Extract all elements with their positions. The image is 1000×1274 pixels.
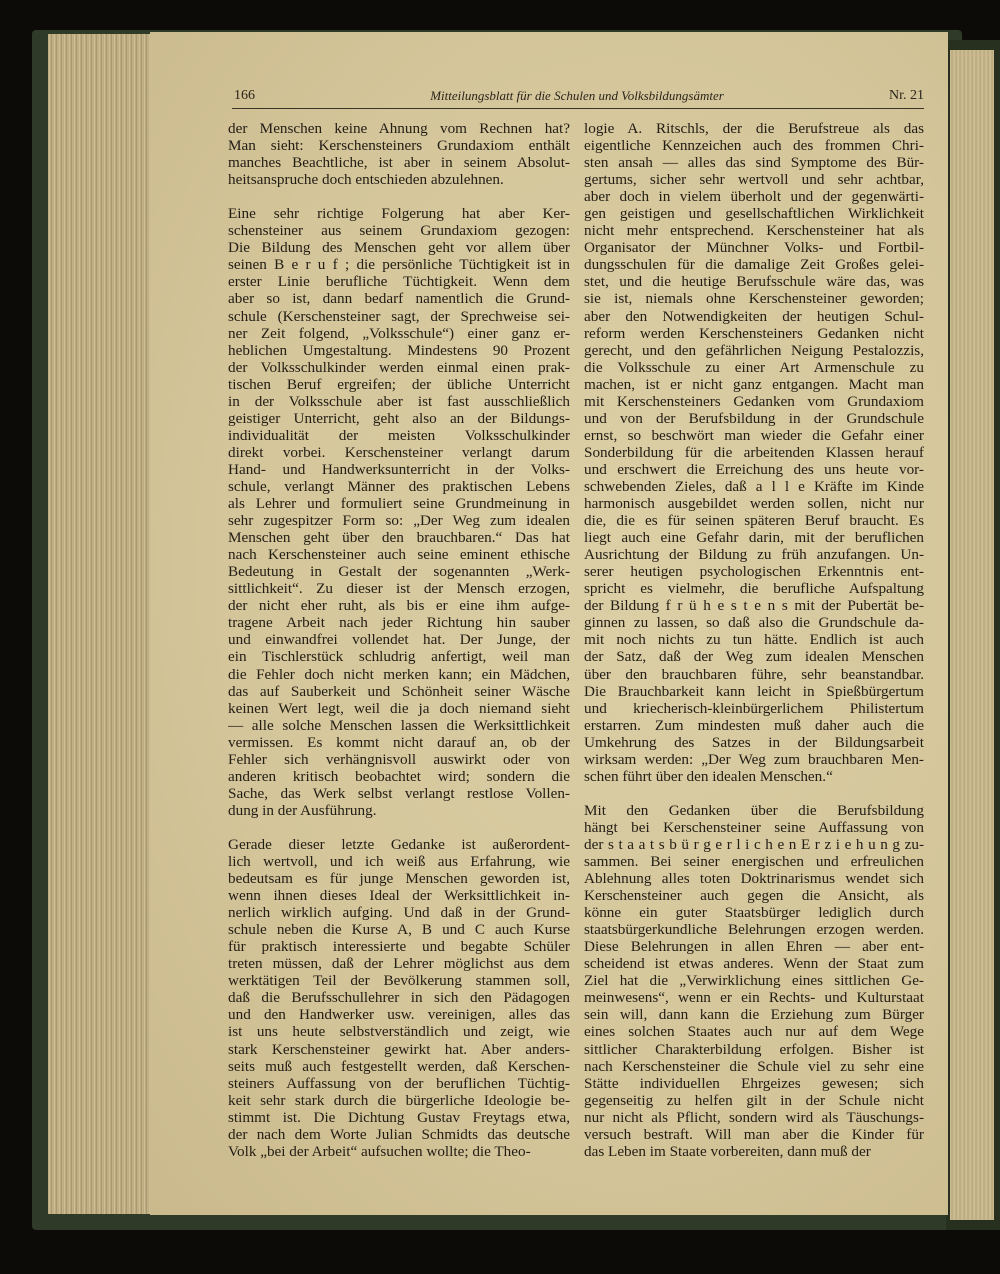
text-line: Umkehrung des Satzes in der Bildungsarbeit — [584, 733, 924, 751]
text-line: harmonisch ausgebildet werden sollen, nicht nur — [584, 495, 924, 513]
text-line: könne ein guter Staatsbürger lediglich durch — [584, 904, 924, 922]
text-line: aber doch in vielem überholt und der gegenwärti- — [584, 188, 924, 206]
text-line: logie A. Ritschls, der die Berufstreue als das — [584, 120, 924, 137]
text-line: sittlichkeit“. Zu dieser ist der Mensch erzogen, — [228, 580, 570, 598]
text-line: das Leben im Staate vorbereiten, dann muß der — [584, 1142, 871, 1160]
text-line: liegt auch eine Gefahr darin, mit der beruflichen — [584, 529, 924, 547]
text-line: Man sieht: Kerschensteiners Grundaxiom enthält — [228, 137, 570, 155]
text-line: und den Handwerker usw. vereinigen, alles das — [228, 1006, 570, 1024]
text-line: gegenseitig zu helfen gilt in der Schule nicht — [584, 1091, 924, 1109]
issue-number: Nr. 21 — [889, 88, 924, 103]
text-line: der nach dem Worte Julian Schmidts das deutsche — [228, 1125, 570, 1143]
text-line: Organisator der Münchner Volks- und Fortbil- — [584, 239, 924, 257]
text-line: und kriecherisch-kleinbürgerlichem Philistertum — [584, 699, 924, 717]
text-line: aber den Notwendigkeiten der heutigen Schul- — [584, 307, 924, 325]
text-line: Diese Belehrungen in allen Ehren — aber ent- — [584, 938, 924, 956]
paragraph-gap — [228, 819, 570, 836]
text-line: der nicht eher ruht, als bis er eine ihm aufge- — [228, 597, 570, 615]
paragraph-gap — [584, 785, 924, 802]
text-line: Ziel hat die „Verwirklichung eines sittlichen Ge- — [584, 972, 924, 990]
text-line: versuch bestraft. Will man aber die Kinder für — [584, 1125, 924, 1143]
text-line: Ablehnung alles toten Doktrinarismus wendet sich — [584, 870, 924, 888]
text-line: werktätigen Teil der Bevölkerung stammen soll, — [228, 972, 570, 990]
text-line: die Fehler doch nicht merken kann; ein Mädchen, — [228, 665, 570, 683]
text-line: manches Beachtliche, ist aber in seinem Absolut- — [228, 154, 570, 172]
text-line: — alle solche Menschen lassen die Werksittlichkeit — [228, 716, 570, 734]
text-line: sittlicher Charakterbildung erfolgen. Bisher ist — [584, 1040, 924, 1058]
text-line: nur nicht als Pflicht, sondern wird als Täuschungs- — [584, 1108, 924, 1126]
text-line: ernst, so beschwört man wieder die Gefahr einer — [584, 426, 924, 444]
text-line: meinwesens“, wenn er ein Rechts- und Kulturstaat — [584, 989, 924, 1007]
text-line: individualität der meisten Volksschulkinder — [228, 426, 570, 444]
text-line: gerecht, und den gefährlichen Neigung Pestalozzis, — [584, 341, 924, 359]
text-line: bedeutsam es für junge Menschen geworden ist, — [228, 870, 570, 888]
text-line: und einwandfrei vollendet hat. Der Junge, der — [228, 631, 570, 649]
text-line: serer heutigen psychologischen Erkenntnis ent- — [584, 563, 924, 581]
text-line: nach Kerschensteiner auch seine eminent ethische — [228, 546, 570, 564]
text-line: ein Tischlerstück schludrig anfertigt, weil man — [228, 648, 570, 666]
text-line: erster Linie berufliche Tüchtigkeit. Wenn dem — [228, 273, 570, 291]
text-line: für praktisch interessierte und begabte Schüler — [228, 938, 570, 956]
running-title: Mitteilungsblatt für die Schulen und Volksbildungsämter — [430, 88, 724, 103]
text-line: geistiger Unterricht, geht also an der Bildungs- — [228, 409, 570, 427]
text-line: hängt bei Kerschensteiner seine Auffassung von — [584, 818, 924, 836]
text-line: erstarren. Zum mindesten muß daher auch die — [584, 716, 924, 734]
text-line: aber so ist, dann bedarf namentlich die Grund- — [228, 290, 570, 308]
text-line: nerlich wirklich aufging. Und daß in der Grund- — [228, 904, 570, 922]
text-line: stark Kerschensteiner gewirkt hat. Aber anders- — [228, 1040, 570, 1058]
text-line: schule (Kerschensteiner sagt, der Sprechweise sei- — [228, 307, 570, 325]
text-line: der Volksschulkinder werden einmal einen prak- — [228, 358, 570, 376]
text-line: treten müssen, daß der Lehrer möglichst aus dem — [228, 955, 570, 973]
text-line: machen, ist er nicht ganz entgangen. Macht man — [584, 375, 924, 393]
text-line: dungsschulen für die damalige Zeit Großes gelei- — [584, 256, 924, 274]
text-line: seits muß auch festgestellt werden, daß Kerschen- — [228, 1057, 570, 1075]
text-line: eines solchen Staates auch nur auf dem Wege — [584, 1023, 924, 1041]
text-line: staatsbürgerkundliche Belehrungen erzogen werden. — [584, 921, 924, 939]
text-line: Bedeutung in Gestalt der sogenannten „Werk- — [228, 563, 570, 581]
text-line: tragene Arbeit nach jeder Richtung hin sauber — [228, 614, 570, 632]
text-line: sammen. Bei seiner energischen und erfreulichen — [584, 853, 924, 871]
text-line: reform werden Kerschensteiners Gedanken nicht — [584, 324, 924, 342]
text-line: als Lehrer und formuliert seine Grundmeinung in — [228, 495, 570, 513]
right-text-column — [584, 120, 924, 1160]
text-line: in der Volksschule aber ist fast ausschließlich — [228, 392, 570, 410]
text-line: das auf Sauberkeit und Schönheit seiner Wäsche — [228, 682, 570, 700]
text-line: und von der Berufsbildung in der Grundschule — [584, 409, 924, 427]
text-line: Stätte individuellen Ehrgeizes gewesen; sich — [584, 1074, 924, 1092]
text-line: ist uns heute selbstverständlich und zeigt, wie — [228, 1023, 570, 1041]
text-line: keinen Wert legt, weil die ja doch niemand sieht — [228, 699, 570, 717]
text-line: scheidend ist etwas anderes. Wenn der Staat zum — [584, 955, 924, 973]
text-line: schensteiner aus seinem Grundaxiom gezogen: — [228, 222, 570, 240]
page-number: 166 — [234, 88, 255, 103]
text-line: daß die Berufsschullehrer in sich den Pädagogen — [228, 989, 570, 1007]
text-line: der Satz, daß der Weg zum idealen Menschen — [584, 648, 924, 666]
header-rule — [232, 108, 924, 109]
text-line: heitsanspruche doch entschieden abzulehnen. — [228, 171, 504, 189]
text-line: der s t a a t s b ü r g e r l i c h e n E r z i e h u n g zu- — [584, 835, 924, 853]
text-line: wenn ihnen dieses Ideal der Werksittlichkeit in- — [228, 887, 570, 905]
text-line: sein will, dann kann die Erziehung zum Bürger — [584, 1006, 924, 1024]
page-edges-left — [48, 34, 154, 1214]
text-line: Hand- und Handwerksunterricht in der Volks- — [228, 460, 570, 478]
text-line: der Bildung f r ü h e s t e n s mit der Pubertät be- — [584, 597, 924, 615]
text-line: Eine sehr richtige Folgerung hat aber Ker- — [228, 205, 570, 223]
page-edges-right — [950, 50, 994, 1220]
paragraph-gap — [228, 188, 570, 205]
text-line: anderen kritisch beobachtet wird; sondern die — [228, 767, 570, 785]
text-line: sie ist, niemals ohne Kerschensteiner geworden; — [584, 290, 924, 308]
text-line: tischen Beruf ergreifen; der übliche Unterricht — [228, 375, 570, 393]
text-line: Menschen geht über den brauchbaren.“ Das hat — [228, 529, 570, 547]
text-line: steiners Auffassung von der beruflichen Tüchtig- — [228, 1074, 570, 1092]
text-line: lich wertvoll, und ich weiß aus Erfahrung, wie — [228, 853, 570, 871]
text-line: schen führt über den idealen Menschen.“ — [584, 767, 833, 785]
text-line: direkt vorbei. Kerschensteiner verlangt darum — [228, 443, 570, 461]
text-line: Kerschensteiner auch gegen die Ansicht, als — [584, 887, 924, 905]
text-line: und erschwert die Erreichung des uns heute vor- — [584, 460, 924, 478]
text-line: die Volksschule zu einer Art Armenschule zu — [584, 358, 924, 376]
text-line: Sache, das Werk selbst verlangt restlose Vollen- — [228, 784, 570, 802]
text-line: über den brauchbaren führe, sehr beanstandbar. — [584, 665, 924, 683]
text-line: spricht es vielmehr, die berufliche Aufspaltung — [584, 580, 924, 598]
text-line: heblichen Umgestaltung. Mindestens 90 Prozent — [228, 341, 570, 359]
text-line: Fehler sich verhängnisvoll auswirkt oder von — [228, 750, 570, 768]
running-header — [230, 88, 924, 108]
text-line: wirksam werden: „Der Weg zum brauchbaren Men- — [584, 750, 924, 768]
text-line: nach Kerschensteiner die Schule viel zu sehr eine — [584, 1057, 924, 1075]
text-line: eigentliche Kennzeichen auch des frommen Chri- — [584, 137, 924, 155]
text-line: vermissen. Es kommt nicht darauf an, ob der — [228, 733, 570, 751]
text-line: ner Zeit folgend, „Volksschule“) einer ganz er- — [228, 324, 570, 342]
text-line: mit noch nichts zu tun hätte. Endlich ist auch — [584, 631, 924, 649]
text-line: gen geistigen und gesellschaftlichen Wirklichkeit — [584, 205, 924, 223]
text-line: Mit den Gedanken über die Berufsbildung — [584, 801, 924, 819]
text-line: Sonderbildung für die arbeitenden Klassen herauf — [584, 443, 924, 461]
text-line: sten ansah — alles das sind Symptome des Bür- — [584, 154, 924, 172]
text-line: mit Kerschensteiners Gedanken vom Grundaxiom — [584, 392, 924, 410]
text-line: schule neben die Kurse A, B und C auch Kurse — [228, 921, 570, 939]
text-line: stet, und die heutige Berufsschule wäre das, was — [584, 273, 924, 291]
text-line: die, die es für seinen späteren Beruf braucht. Es — [584, 512, 924, 530]
text-line: der Menschen keine Ahnung vom Rechnen hat? — [228, 120, 570, 137]
text-line: Die Brauchbarkeit kann leicht in Spießbürgertum — [584, 682, 924, 700]
text-line: Gerade dieser letzte Gedanke ist außerordent- — [228, 835, 570, 853]
text-line: stimmt ist. Die Dichtung Gustav Freytags etwa, — [228, 1108, 570, 1126]
text-line: gertums, sicher sehr wertvoll und sehr achtbar, — [584, 171, 924, 189]
text-line: nicht mehr entsprechend. Kerschensteiner hat als — [584, 222, 924, 240]
text-line: ginnen zu lassen, so daß also die Grundschule da- — [584, 614, 924, 632]
text-line: Ausrichtung der Bildung zu früh anzufangen. Un- — [584, 546, 924, 564]
left-text-column — [228, 120, 570, 1160]
text-line: dung in der Ausführung. — [228, 801, 377, 819]
text-line: Die Bildung des Menschen geht vor allem über — [228, 239, 570, 257]
text-line: sehr zugespitzer Form so: „Der Weg zum idealen — [228, 512, 570, 530]
text-line: schwebenden Zieles, daß a l l e Kräfte im Kinde — [584, 477, 924, 495]
text-line: keit sehr stark durch die bürgerliche Ideologie be- — [228, 1091, 570, 1109]
text-line: seinen B e r u f ; die persönliche Tüchtigkeit ist in — [228, 256, 570, 274]
text-line: Volk „bei der Arbeit“ aufsuchen wollte; die Theo- — [228, 1142, 531, 1160]
text-line: schule, verlangt Männer des praktischen Lebens — [228, 477, 570, 495]
